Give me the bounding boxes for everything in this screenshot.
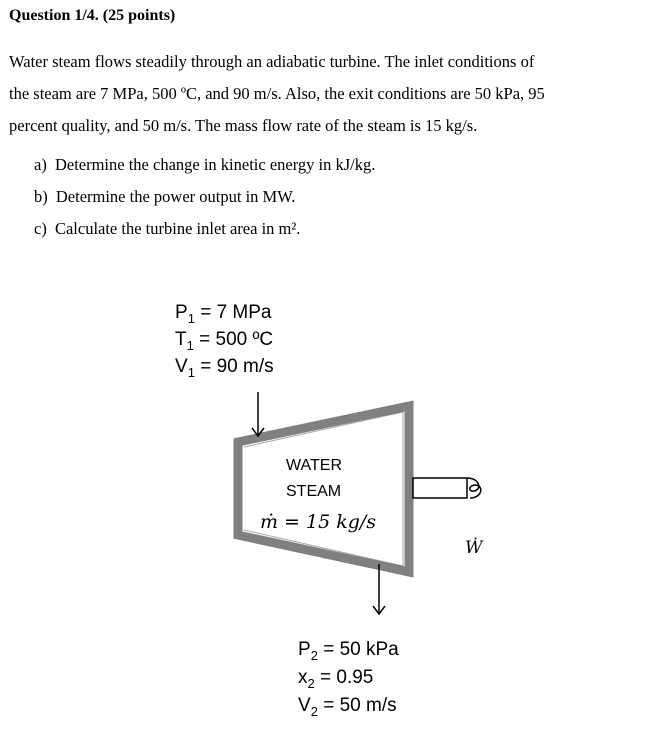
work-output-label: Ẇ: [465, 538, 483, 558]
inlet-arrow: [252, 392, 264, 436]
part-c-text: Calculate the turbine inlet area in m².: [54, 219, 301, 238]
part-b-text: Determine the power output in MW.: [55, 187, 296, 206]
part-b-prefix: b): [34, 187, 48, 206]
exit-velocity-label: $V_2 = 50$ m/s: [298, 695, 397, 719]
inlet-pressure-label: $P_1 = 7$ MPa: [175, 302, 272, 326]
exit-pressure-label: $P_2 = 50$ kPa: [298, 639, 399, 663]
part-c-prefix: c): [34, 219, 47, 238]
part-a-text: Determine the change in kinetic energy in kJ/kg.: [54, 155, 376, 174]
question-title: Question 1/4. (25 points): [9, 7, 176, 24]
exit-quality-label: $x_2 = 0.95$: [298, 667, 374, 691]
inlet-velocity-label: $V_1 = 90$ m/s: [175, 356, 274, 380]
fluid-label-water: WATER: [286, 457, 342, 474]
statement-line-3: percent quality, and 50 m/s. The mass flow rate of the steam is 15 kg/s.: [9, 116, 478, 135]
exit-arrow: [373, 564, 385, 614]
inlet-temperature-label: $T_1 = 500$ ºC: [175, 329, 274, 353]
fluid-label-steam: STEAM: [286, 483, 342, 500]
shaft: [413, 478, 481, 498]
part-a-prefix: a): [34, 155, 47, 174]
statement-line-1: Water steam flows steadily through an adiabatic turbine. The inlet conditions of: [9, 52, 535, 71]
mass-flow-rate-label: ṁ = 15 kg/s: [260, 511, 377, 533]
statement-line-2: the steam are 7 MPa, 500 ºC, and 90 m/s. Also, the exit conditions are 50 kPa, 95: [9, 84, 545, 103]
